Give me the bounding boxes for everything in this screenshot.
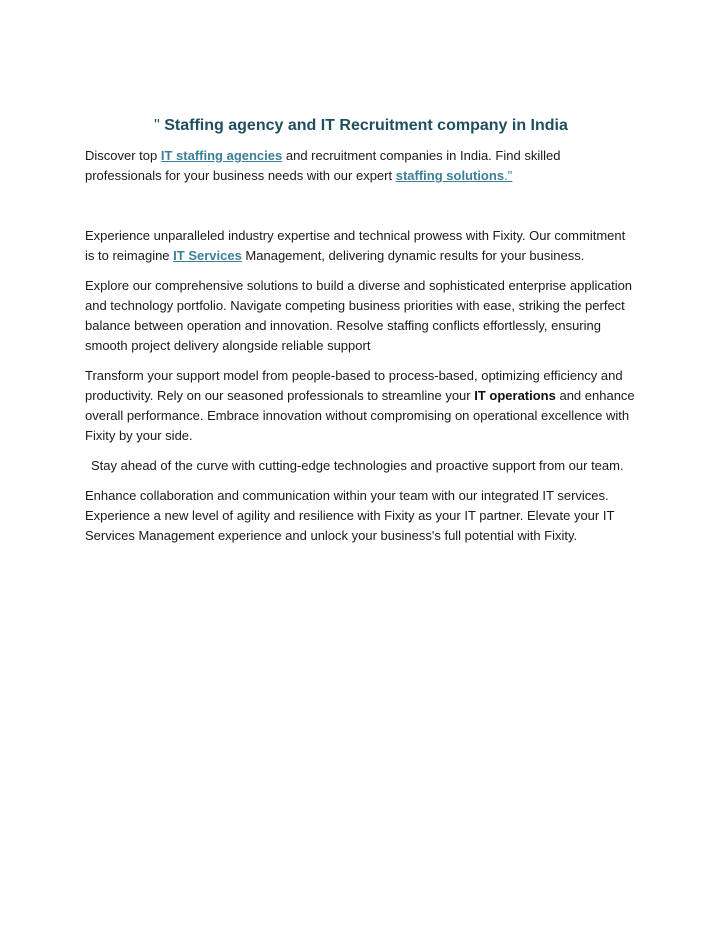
paragraph-collaboration: Enhance collaboration and communication within your team with our integrated IT services. Experience a new level of agility and resilience with Fixity as your IT partner. Elevate your IT Services Management experience and unlock your business's full potential with Fixity.	[85, 488, 615, 543]
staffing-solutions-link[interactable]: staffing solutions	[395, 168, 505, 183]
document-page	[85, 114, 637, 556]
intro-trailing-quote: ."	[504, 168, 513, 183]
intro-text-1: Discover top	[85, 148, 161, 163]
para1-text-2: Management, delivering dynamic results for your business.	[241, 248, 585, 263]
para4-text: Stay ahead of the curve with cutting-edge technologies and proactive support from our team.	[91, 458, 624, 473]
it-services-link[interactable]: IT Services	[173, 248, 242, 263]
intro-text-2: and recruitment companies in India. Find skilled professionals for your business needs with our expert	[85, 148, 561, 183]
para3-text-2: and enhance overall performance. Embrace innovation without compromising on operational excellence with Fixity by your side.	[85, 388, 635, 443]
paragraph-expertise	[85, 226, 637, 266]
it-operations-bold: IT operations	[474, 388, 556, 403]
it-staffing-agencies-link[interactable]: IT staffing agencies	[160, 148, 283, 163]
para1-text-1: Experience unparalleled industry expertise and technical prowess with Fixity. Our commitment is to reimagine	[85, 228, 626, 263]
paragraph-stay-ahead	[85, 456, 637, 476]
paragraph-solutions: Explore our comprehensive solutions to build a diverse and sophisticated enterprise application and technology portfolio. Navigate competing business priorities with ease, striking the perfect balance between operation and innovation. Resolve staffing conflicts effortlessly, ensuring smooth project delivery alongside reliable support	[85, 278, 633, 353]
title-quote-mark: "	[154, 117, 160, 134]
intro-paragraph	[85, 146, 637, 186]
paragraph-support-model	[85, 366, 637, 446]
para3-text-1: Transform your support model from people-based to process-based, optimizing efficiency and productivity. Rely on our seasoned professionals to streamline your	[85, 368, 623, 403]
title-text: Staffing agency and IT Recruitment company in India	[164, 117, 568, 134]
page-title	[85, 114, 637, 138]
